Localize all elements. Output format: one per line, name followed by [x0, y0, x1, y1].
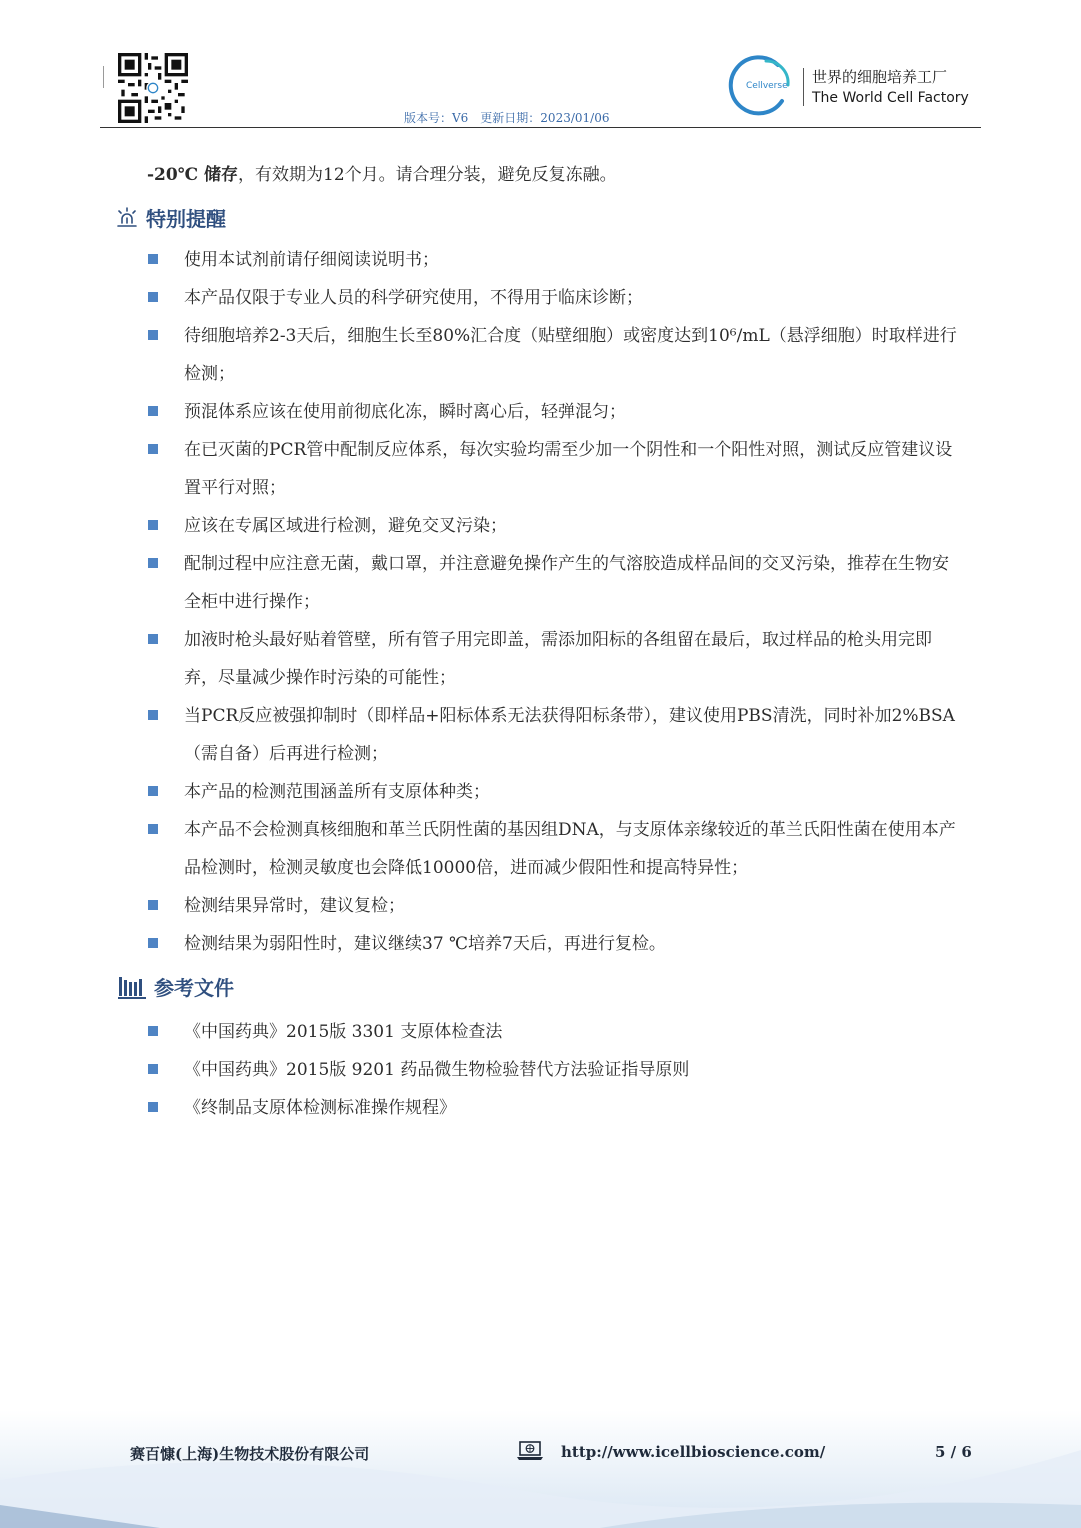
reminders-heading [116, 203, 226, 232]
list-item-text: 《中国药典》2015版 3301 支原体检查法 [184, 1022, 503, 1042]
list-item-text: 本产品仅限于专业人员的科学研究使用，不得用于临床诊断； [184, 288, 643, 308]
bullet-square-icon [148, 1102, 158, 1112]
brand-slogan-en: The World Cell Factory [812, 90, 969, 106]
qr-code-icon[interactable] [118, 53, 188, 123]
list-item [147, 887, 962, 925]
list-item-text: 使用本试剂前请仔细阅读说明书； [184, 250, 439, 270]
alarm-light-icon [116, 207, 138, 229]
list-item [147, 507, 962, 545]
reminders-title: 特别提醒 [146, 207, 226, 231]
list-item [147, 241, 962, 279]
storage-condition: -20℃ 储存 [147, 165, 239, 185]
list-item-text: 本产品不会检测真核细胞和革兰氏阴性菌的基因组DNA，与支原体亲缘较近的革兰氏阳性菌在使用本产品检测时，检测灵敏度也会降低10000倍，进而减少假阳性和提高特异性； [184, 820, 956, 878]
list-item-text: 本产品的检测范围涵盖所有支原体种类； [184, 782, 490, 802]
list-item-text: 在已灭菌的PCR管中配制反应体系，每次实验均需至少加一个阴性和一个阳性对照，测试反应管建议设置平行对照； [184, 440, 953, 498]
header-divider-tick [103, 66, 104, 88]
list-item [147, 545, 962, 621]
references-list [147, 1013, 962, 1127]
list-item [147, 279, 962, 317]
bullet-square-icon [148, 710, 158, 720]
logo-text: Cellverse [746, 81, 788, 91]
logo-separator [803, 68, 804, 106]
bullet-square-icon [148, 1026, 158, 1036]
list-item [147, 697, 962, 773]
bullet-square-icon [148, 786, 158, 796]
laptop-web-icon [517, 1441, 543, 1461]
references-heading [118, 972, 234, 1001]
bullet-square-icon [148, 824, 158, 834]
bullet-square-icon [148, 292, 158, 302]
brand-slogan-cn: 世界的细胞培养工厂 [812, 68, 948, 86]
list-item-text: 加液时枪头最好贴着管壁，所有管子用完即盖，需添加阳标的各组留在最后，取过样品的枪头用完即弃，尽量减少操作时污染的可能性； [184, 630, 932, 688]
bullet-square-icon [148, 444, 158, 454]
footer-company-name: 赛百慷(上海)生物技术股份有限公司 [130, 1445, 370, 1463]
cellverse-logo[interactable] [726, 55, 800, 117]
list-item [147, 621, 962, 697]
list-item [147, 1013, 962, 1051]
list-item [147, 317, 962, 393]
bullet-square-icon [148, 520, 158, 530]
list-item-text: 《中国药典》2015版 9201 药品微生物检验替代方法验证指导原则 [184, 1060, 690, 1080]
bullet-square-icon [148, 254, 158, 264]
books-icon [118, 974, 146, 1000]
bullet-square-icon [148, 330, 158, 340]
list-item-text: 配制过程中应注意无菌，戴口罩，并注意避免操作产生的气溶胶造成样品间的交叉污染，推荐在生物安全柜中进行操作； [184, 554, 949, 612]
bullet-square-icon [148, 634, 158, 644]
list-item-text: 《终制品支原体检测标准操作规程》 [184, 1098, 456, 1118]
list-item [147, 773, 962, 811]
references-title: 参考文件 [154, 976, 234, 1000]
list-item [147, 1089, 962, 1127]
list-item-text: 应该在专属区域进行检测，避免交叉污染； [184, 516, 507, 536]
footer-website-link[interactable]: http://www.icellbioscience.com/ [561, 1443, 826, 1461]
list-item-text: 检测结果异常时，建议复检； [184, 896, 405, 916]
footer-wave-background [0, 1410, 1081, 1528]
list-item-text: 待细胞培养2-3天后，细胞生长至80%汇合度（贴壁细胞）或密度达到10⁶/mL（悬浮细胞）时取样进行检测； [184, 326, 957, 384]
storage-detail: ，有效期为12个月。请合理分装，避免反复冻融。 [238, 165, 617, 185]
list-item-text: 检测结果为弱阳性时，建议继续37 ℃培养7天后，再进行复检。 [184, 934, 666, 954]
list-item [147, 393, 962, 431]
bullet-square-icon [148, 406, 158, 416]
list-item [147, 811, 962, 887]
version-date-line: 版本号：V6 更新日期：2023/01/06 [404, 111, 610, 125]
page-number: 5 / 6 [935, 1443, 972, 1461]
bullet-square-icon [148, 900, 158, 910]
storage-note [147, 160, 617, 185]
bullet-square-icon [148, 1064, 158, 1074]
list-item [147, 1051, 962, 1089]
reminders-list [147, 241, 962, 963]
list-item [147, 925, 962, 963]
bullet-square-icon [148, 938, 158, 948]
bullet-square-icon [148, 558, 158, 568]
list-item-text: 当PCR反应被强抑制时（即样品+阳标体系无法获得阳标条带），建议使用PBS清洗，同时补加2%BSA（需自备）后再进行检测； [184, 706, 955, 764]
list-item [147, 431, 962, 507]
list-item-text: 预混体系应该在使用前彻底化冻，瞬时离心后，轻弹混匀； [184, 402, 626, 422]
header-rule [100, 127, 981, 128]
